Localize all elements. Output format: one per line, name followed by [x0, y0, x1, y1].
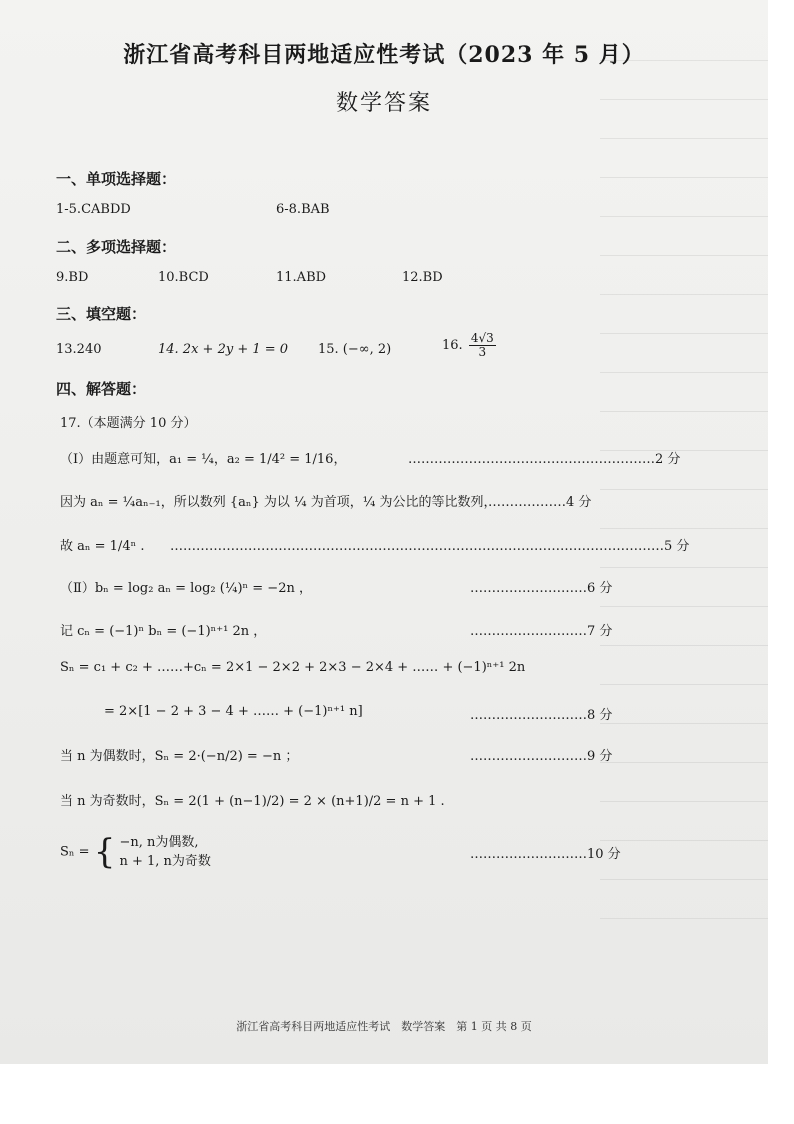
case-even: −n, n为偶数,: [119, 834, 199, 850]
document-title: 浙江省高考科目两地适应性考试（2023 年 5 月）: [123, 42, 645, 68]
fraction-numerator: 4√3: [470, 331, 494, 345]
solution-line-10: [60, 832, 211, 872]
answer-1-5: 1-5.CABDD: [56, 202, 131, 217]
score-4: ………………4 分: [488, 495, 592, 510]
solution-line-9: 当 n 为奇数时，Sₙ = 2(1 + (n−1)/2) = 2 × (n+1)/2 = n + 1 .: [60, 794, 445, 809]
solution-line-1: （Ⅰ）由题意可知，a₁ = ¼，a₂ = 1/4² = 1/16，: [60, 452, 347, 467]
score-6: ………………………6 分: [470, 581, 613, 596]
solution-line-8: 当 n 为偶数时，Sₙ = 2·(−n/2) = −n ；: [60, 749, 299, 764]
answer-12: 12.BD: [402, 270, 443, 285]
answer-16-fraction: [469, 332, 496, 359]
document-subtitle: 数学答案: [335, 91, 432, 116]
piecewise-lhs: Sₙ =: [60, 844, 90, 860]
question-17-header: 17.（本题满分 10 分）: [60, 416, 197, 431]
section-heading-multiple-choice: 二、多项选择题：: [56, 238, 177, 256]
score-2: …………………………………………………2 分: [408, 452, 681, 467]
answer-15: 15. (−∞, 2): [318, 342, 392, 357]
page-footer: 浙江省高考科目两地适应性考试 数学答案 第 1 页 共 8 页: [236, 1020, 532, 1033]
score-9: ………………………9 分: [470, 749, 613, 764]
left-brace-glyph: {: [93, 832, 116, 872]
fraction-denominator: 3: [478, 345, 487, 360]
case-odd: n + 1, n为奇数: [119, 854, 211, 869]
answer-13: 13.240: [56, 342, 102, 357]
solution-line-4: （Ⅱ）bₙ = log₂ aₙ = log₂ (¼)ⁿ = −2n ，: [60, 581, 312, 596]
piecewise-cases: [119, 833, 210, 872]
answer-6-8: 6-8.BAB: [276, 202, 330, 217]
answer-9: 9.BD: [56, 270, 89, 285]
answer-14: 14. 2x + 2y + 1 = 0: [158, 342, 289, 357]
score-7: ………………………7 分: [470, 624, 613, 639]
answer-16: [442, 332, 498, 359]
solution-line-5: 记 cₙ = (−1)ⁿ bₙ = (−1)ⁿ⁺¹ 2n ，: [60, 624, 267, 639]
section-heading-solutions: 四、解答题：: [56, 380, 147, 398]
solution-line-2: 因为 aₙ = ¼aₙ₋₁，所以数列 {aₙ} 为以 ¼ 为首项，¼ 为公比的等比数列，: [60, 495, 497, 510]
score-5: ……………………………………………………………………………………………………5 分: [170, 539, 690, 554]
solution-line-6: Sₙ = c₁ + c₂ + ……+cₙ = 2×1 − 2×2 + 2×3 − 2×4 + …… + (−1)ⁿ⁺¹ 2n: [60, 660, 526, 675]
solution-line-7: = 2×[1 − 2 + 3 − 4 + …… + (−1)ⁿ⁺¹ n]: [104, 704, 363, 719]
answer-11: 11.ABD: [276, 270, 327, 285]
score-8: ………………………8 分: [470, 708, 613, 723]
score-10: ………………………10 分: [470, 847, 621, 862]
solution-line-3: 故 aₙ = 1/4ⁿ .: [60, 539, 145, 554]
section-heading-fill-in: 三、填空题：: [56, 305, 147, 323]
answer-10: 10.BCD: [158, 270, 209, 285]
answer-16-prefix: 16.: [442, 338, 463, 354]
section-heading-single-choice: 一、单项选择题：: [56, 170, 177, 188]
